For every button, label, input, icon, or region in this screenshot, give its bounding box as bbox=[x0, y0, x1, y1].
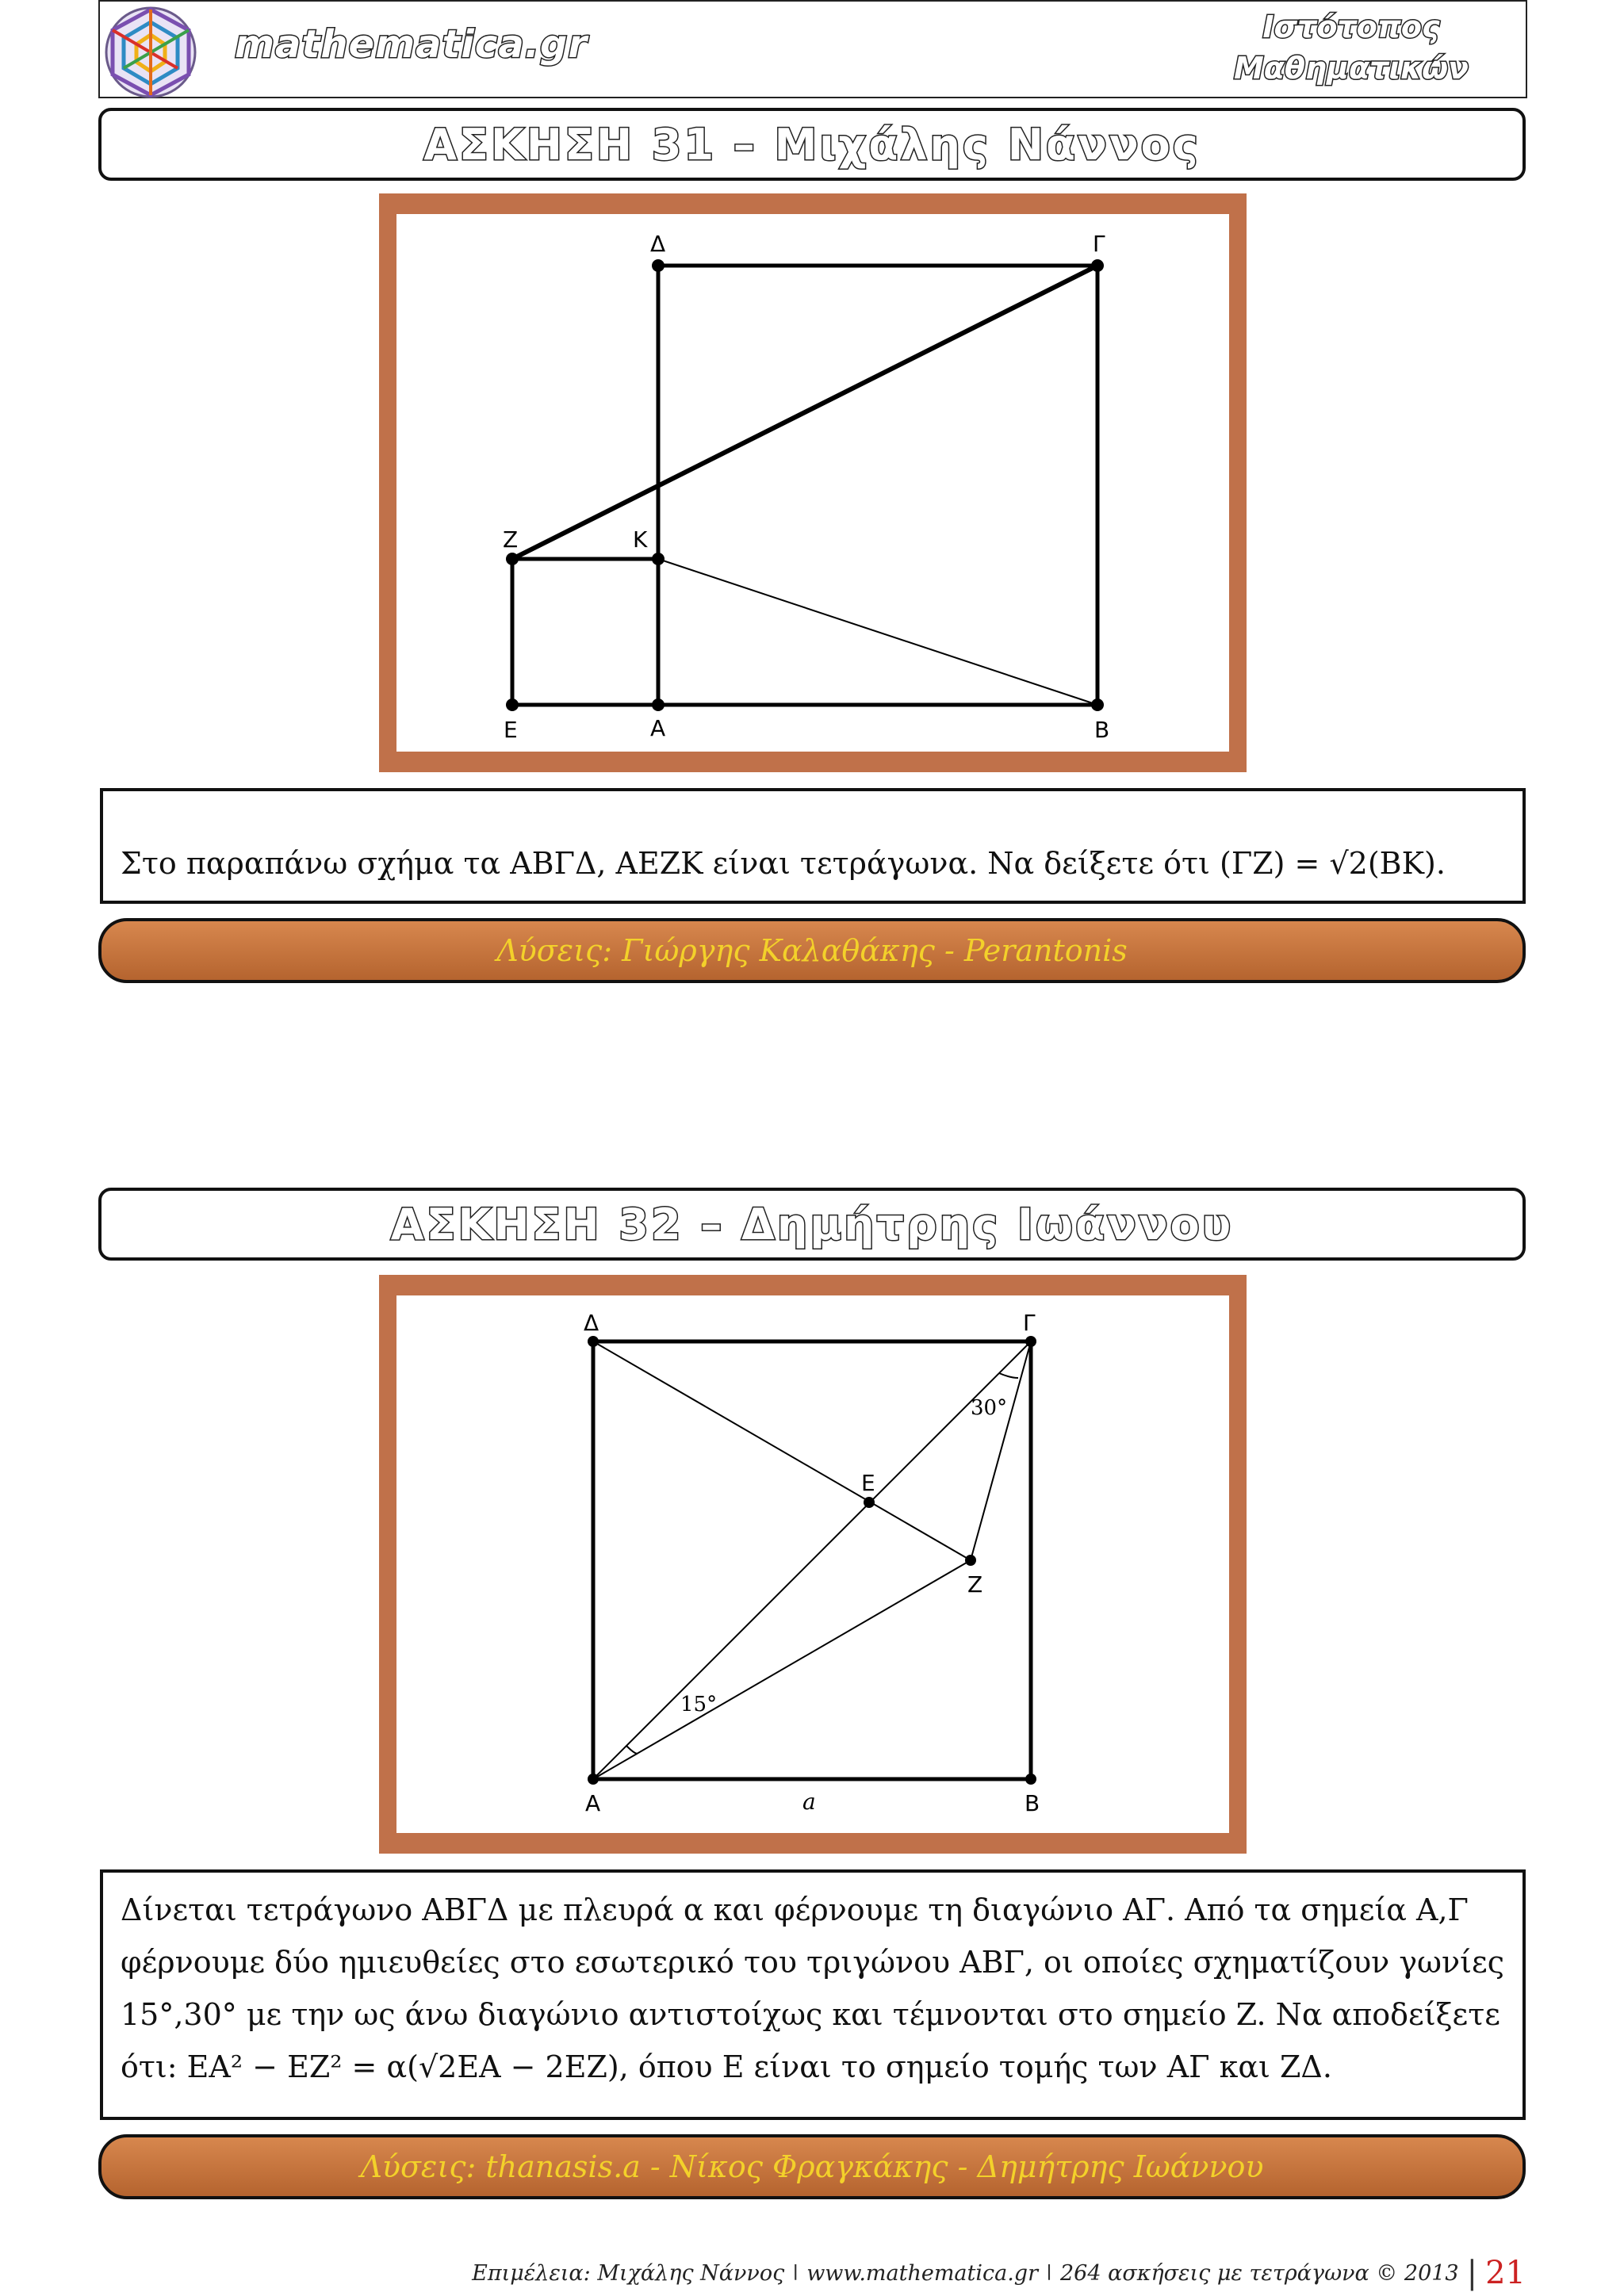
point-gamma bbox=[1091, 259, 1104, 272]
label-delta: Δ bbox=[650, 231, 666, 257]
label-angle-15: 15° bbox=[680, 1693, 718, 1716]
exercise31-statement-box bbox=[100, 788, 1526, 904]
square-abgd bbox=[658, 266, 1097, 705]
label-zeta: Ζ bbox=[503, 526, 519, 553]
label-gamma: Γ bbox=[1023, 1310, 1036, 1336]
page-number: 21 bbox=[1485, 2255, 1526, 2291]
footer-editor: Επιμέλεια: Μιχάλης Νάννος bbox=[472, 2260, 785, 2286]
exercise32-solutions-bar[interactable] bbox=[98, 2134, 1526, 2199]
label-epsilon: Ε bbox=[504, 717, 518, 743]
exercise31-statement: Στο παραπάνω σχήμα τα ΑΒΓΔ, ΑΕΖΚ είναι τετράγωνα. Να δείξετε ότι (ΓΖ) = √2(ΒΚ). bbox=[121, 846, 1446, 881]
angle-arc-30 bbox=[999, 1373, 1018, 1378]
label-alpha: Α bbox=[650, 715, 666, 741]
angle-arc-15 bbox=[626, 1746, 638, 1754]
segment-bk bbox=[658, 559, 1097, 705]
exercise31-figure bbox=[379, 193, 1247, 772]
ray-az bbox=[593, 1560, 971, 1779]
footer-url[interactable]: www.mathematica.gr bbox=[806, 2260, 1038, 2286]
point-epsilon bbox=[864, 1497, 875, 1508]
exercise31-title-bar bbox=[98, 108, 1526, 181]
exercise31-figure-frame bbox=[379, 193, 1247, 772]
point-gamma bbox=[1025, 1336, 1036, 1347]
point-beta bbox=[1091, 698, 1104, 711]
label-side-a: a bbox=[802, 1789, 816, 1815]
point-kappa bbox=[652, 553, 665, 565]
label-beta: Β bbox=[1094, 717, 1110, 743]
label-kappa: Κ bbox=[633, 526, 648, 553]
point-zeta bbox=[965, 1555, 976, 1566]
exercise32-line3: 15°,30° με την ως άνω διαγώνιο αντιστοίχως και τέμνονται στο σημείο Z. Να αποδείξετε bbox=[121, 1997, 1500, 2032]
footer-separator-1: ǀ bbox=[792, 2260, 799, 2286]
segment-dz bbox=[593, 1341, 971, 1560]
square-aezk bbox=[512, 559, 658, 705]
point-delta bbox=[588, 1336, 599, 1347]
point-zeta bbox=[506, 553, 519, 565]
exercise31-solutions: Λύσεις: Γιώργης Καλαθάκης - Perantonis bbox=[496, 933, 1128, 968]
label-angle-30: 30° bbox=[971, 1396, 1008, 1420]
label-delta: Δ bbox=[584, 1310, 599, 1336]
label-gamma: Γ bbox=[1093, 231, 1105, 257]
site-name: mathematica.gr bbox=[235, 22, 588, 67]
label-epsilon: Ε bbox=[861, 1470, 875, 1496]
exercise31-math-squares: ΑΒΓΔ, ΑΕΖΚ bbox=[510, 846, 703, 881]
label-alpha: Α bbox=[585, 1790, 601, 1816]
point-epsilon bbox=[506, 698, 519, 711]
exercise32-figure-frame bbox=[379, 1275, 1247, 1854]
point-alpha bbox=[588, 1774, 599, 1785]
label-zeta: Ζ bbox=[967, 1571, 983, 1598]
exercise31-math-claim: (ΓΖ) = √2(ΒΚ) bbox=[1220, 846, 1436, 881]
point-beta bbox=[1025, 1774, 1036, 1785]
exercise32-statement-box bbox=[100, 1869, 1526, 2120]
point-delta bbox=[652, 259, 665, 272]
polyhedron-logo-icon bbox=[102, 5, 200, 100]
exercise32-statement bbox=[103, 1884, 1522, 2093]
exercise32-solutions: Λύσεις: thanasis.a - Νίκος Φραγκάκης - Δημήτρης Ιωάννου bbox=[360, 2149, 1264, 2184]
exercise31-title: ΑΣΚΗΣΗ 31 – Μιχάλης Νάννος bbox=[423, 119, 1201, 170]
footer-separator-2: ǀ bbox=[1046, 2260, 1052, 2286]
page-footer bbox=[472, 2255, 1526, 2291]
site-tagline bbox=[1208, 6, 1494, 89]
tagline-line2: Μαθηματικών bbox=[1233, 51, 1469, 86]
exercise32-figure bbox=[379, 1275, 1247, 1854]
exercise32-title: ΑΣΚΗΣΗ 32 – Δημήτρης Ιωάννου bbox=[390, 1199, 1234, 1249]
exercise32-line2: φέρνουμε δύο ημιευθείες στο εσωτερικό του τριγώνου ΑΒΓ, οι οποίες σχηματίζουν γωνίες bbox=[121, 1945, 1505, 1980]
point-alpha bbox=[652, 698, 665, 711]
footer-page-separator: | bbox=[1466, 2255, 1478, 2291]
exercise32-line1: Δίνεται τετράγωνο ΑΒΓΔ με πλευρά α και φέρνουμε τη διαγώνιο ΑΓ. Από τα σημεία Α,Γ bbox=[121, 1892, 1469, 1927]
exercise32-title-bar bbox=[98, 1188, 1526, 1261]
tagline-line1: Ιστότοπος bbox=[1262, 10, 1440, 44]
footer-book: 264 ασκήσεις με τετράγωνα © 2013 bbox=[1059, 2260, 1459, 2286]
exercise31-solutions-bar[interactable] bbox=[98, 918, 1526, 983]
exercise32-line4: ότι: ΕΑ² − ΕΖ² = α(√2ΕΑ − 2ΕΖ), όπου Ε είναι το σημείο τομής των ΑΓ και ΖΔ. bbox=[121, 2049, 1332, 2084]
label-beta: Β bbox=[1025, 1790, 1040, 1816]
segment-gz bbox=[512, 266, 1097, 559]
